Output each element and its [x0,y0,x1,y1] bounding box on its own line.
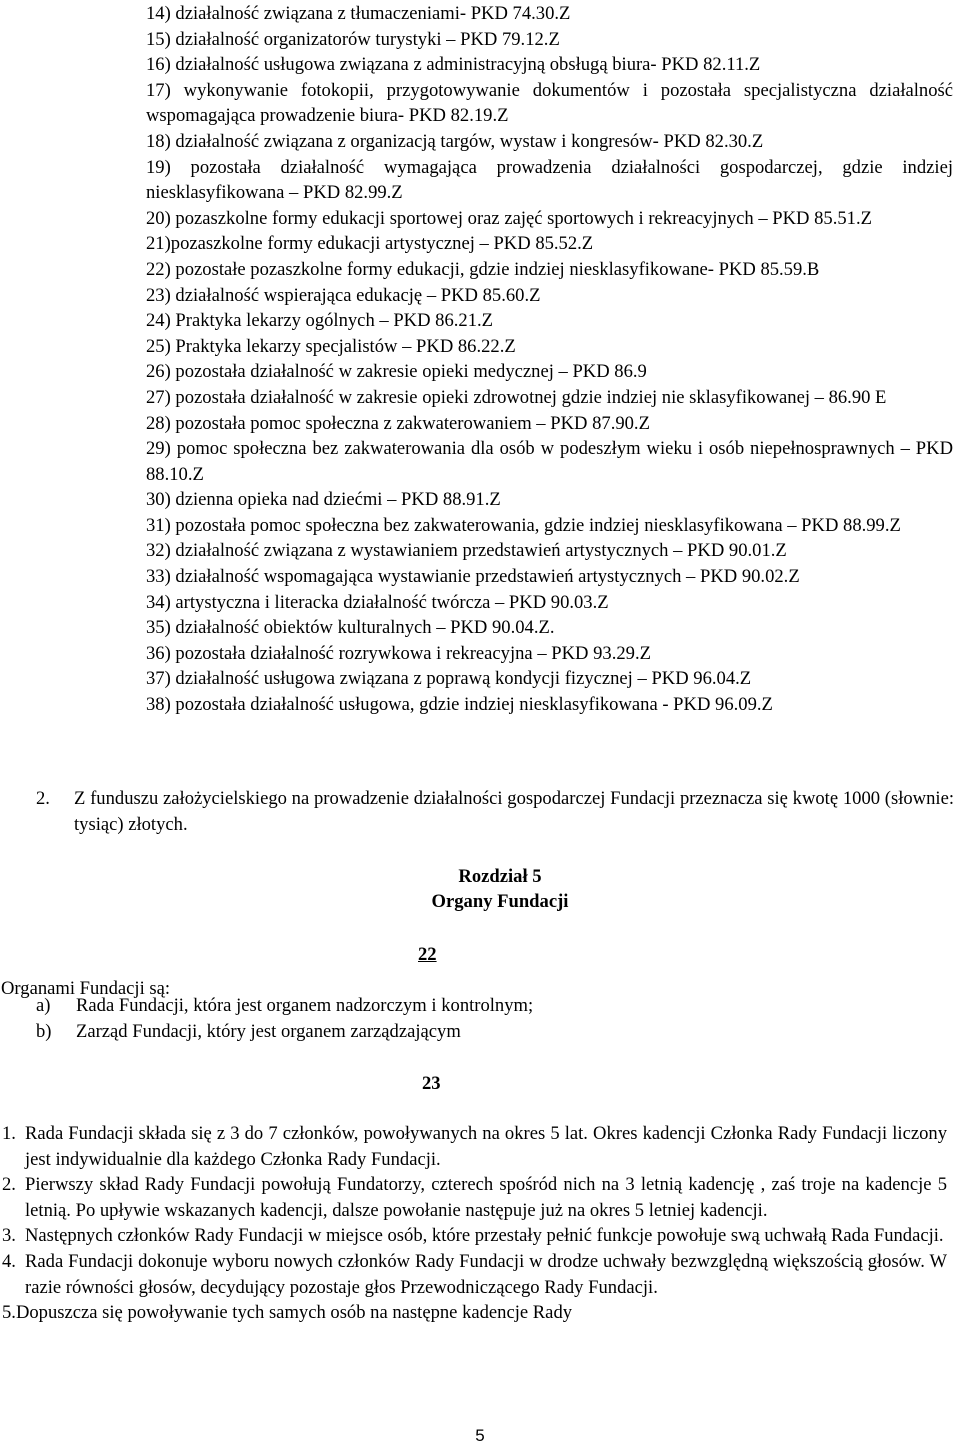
list-item: 30) dzienna opieka nad dziećmi – PKD 88.91.Z [146,489,501,511]
list-item-number: 4. [2,1250,16,1272]
list-item: 26) pozostała działalność w zakresie opieki medycznej – PKD 86.9 [146,361,647,383]
list-item-text: Pierwszy skład Rady Fundacji powołują Fundatorzy, czterech spośród nich na 3 letnią kadencję , zaś troje na kadencje 5 letnią. Po upływie wskazanych kadencji, dalsze powołanie następuje już na okres 5 letniej kadencji. [25,1174,947,1221]
list-item: 17) wykonywanie fotokopii, przygotowywanie dokumentów i pozostała specjalistyczna działalność wspomagająca prowadzenie biura- PKD 82.19.Z [146,79,953,127]
paragraph-22-heading [418,942,478,968]
list-item: 14) działalność związana z tłumaczeniami- PKD 74.30.Z [146,3,571,24]
organs-list [36,993,936,1044]
pkd-activity-list [146,1,953,718]
list-item: 21)pozaszkolne formy edukacji artystycznej – PKD 85.52.Z [146,233,594,255]
list-item: 36) pozostała działalność rozrywkowa i rekreacyjna – PKD 93.29.Z [146,642,651,664]
section-2 [36,786,954,837]
list-item: 38) pozostała działalność usługowa, gdzie indziej niesklasyfikowana - PKD 96.09.Z [146,694,773,716]
list-item: 25) Praktyka lekarzy specjalistów – PKD 86.22.Z [146,335,516,357]
list-item: 31) pozostała pomoc społeczna bez zakwaterowania, gdzie indziej niesklasyfikowana – PKD 88.99.Z [146,514,901,536]
list-item: 37) działalność usługowa związana z poprawą kondycji fizycznej – PKD 96.04.Z [146,668,752,690]
section-2-number: 2. [36,788,50,809]
list-item: 29) pomoc społeczna bez zakwaterowania dla osób w podeszłym wieku i osób niepełnosprawnych – PKD 88.10.Z [146,438,953,485]
list-item: 32) działalność związana z wystawianiem przedstawień artystycznych – PKD 90.01.Z [146,540,787,562]
chapter-label: Rozdział 5 [458,866,542,887]
list-item: 22) pozostałe pozaszkolne formy edukacji, gdzie indziej niesklasyfikowane- PKD 85.59.B [146,258,820,280]
list-item [36,993,936,1019]
list-item-text: Następnych członków Rady Fundacji w miejsce osób, które przestały pełnić funkcje powołuje swą uchwałą Rada Fundacji. [25,1225,944,1247]
list-item: 28) pozostała pomoc społeczna z zakwaterowaniem – PKD 87.90.Z [146,412,650,434]
list-item: 18) działalność związana z organizacją targów, wystaw i kongresów- PKD 82.30.Z [146,130,764,152]
list-item-text: Rada Fundacji składa się z 3 do 7 członków, powoływanych na okres 5 lat. Okres kadencji Członka Rady Fundacji liczony jest indywidualnie dla każdego Członka Rady Fundacji. [25,1123,947,1170]
list-item: 33) działalność wspomagająca wystawianie przedstawień artystycznych – PKD 90.02.Z [146,566,800,588]
list-item: 19) pozostała działalność wymagająca prowadzenia działalności gospodarczej, gdzie indziej niesklasyfikowana – PKD 82.99.Z [146,156,953,204]
rada-rules-list [2,1121,947,1326]
paragraph-22-number: 22 [418,944,437,965]
list-item [2,1223,947,1249]
page-number: 5 [475,1426,485,1445]
list-item [2,1249,947,1300]
list-item-number: 1. [2,1123,16,1144]
chapter-title: Organy Fundacji [431,891,569,912]
list-item-text: Rada Fundacji dokonuje wyboru nowych członków Rady Fundacji w drodze uchwały bezwzględną większością głosów. W razie równości głosów, decydujący pozostaje głos Przewodniczącego Rady Fundacji. [25,1250,947,1298]
list-item-letter: b) [36,1020,52,1042]
list-item: 20) pozaszkolne formy edukacji sportowej oraz zajęć sportowych i rekreacyjnych – PKD 85.51.Z [146,207,872,229]
list-item [2,1172,947,1223]
section-2-text: Z funduszu założycielskiego na prowadzenie działalności gospodarczej Fundacji przeznacza się kwotę 1000 (słownie: tysiąc) złotych. [74,788,954,835]
organs-intro: Organami Fundacji są: [1,978,171,999]
list-item-text: Rada Fundacji, która jest organem nadzorczym i kontrolnym; [76,995,534,1016]
list-item-text: Zarząd Fundacji, który jest organem zarządzającym [76,1020,461,1042]
list-item [36,1019,936,1045]
list-item: 16) działalność usługowa związana z administracyjną obsługą biura- PKD 82.11.Z [146,54,761,76]
list-item: 34) artystyczna i literacka działalność twórcza – PKD 90.03.Z [146,591,609,613]
list-item [2,1121,947,1172]
list-item: 35) działalność obiektów kulturalnych – PKD 90.04.Z. [146,617,555,639]
paragraph-23-number: 23 [422,1073,441,1094]
list-item: 23) działalność wspierająca edukację – PKD 85.60.Z [146,284,541,306]
list-item: 15) działalność organizatorów turystyki – PKD 79.12.Z [146,28,560,50]
list-item-number: 3. [2,1225,16,1247]
list-item: 27) pozostała działalność w zakresie opieki zdrowotnej gdzie indziej nie sklasyfikowanej – 86.90 E [146,386,887,408]
paragraph-23-heading [422,1071,482,1097]
list-item-letter: a) [36,995,51,1016]
list-item-number: 2. [2,1174,16,1196]
list-item: 5.Dopuszcza się powoływanie tych samych osób na następne kadencje Rady [2,1302,573,1324]
list-item: 24) Praktyka lekarzy ogólnych – PKD 86.21.Z [146,310,494,332]
